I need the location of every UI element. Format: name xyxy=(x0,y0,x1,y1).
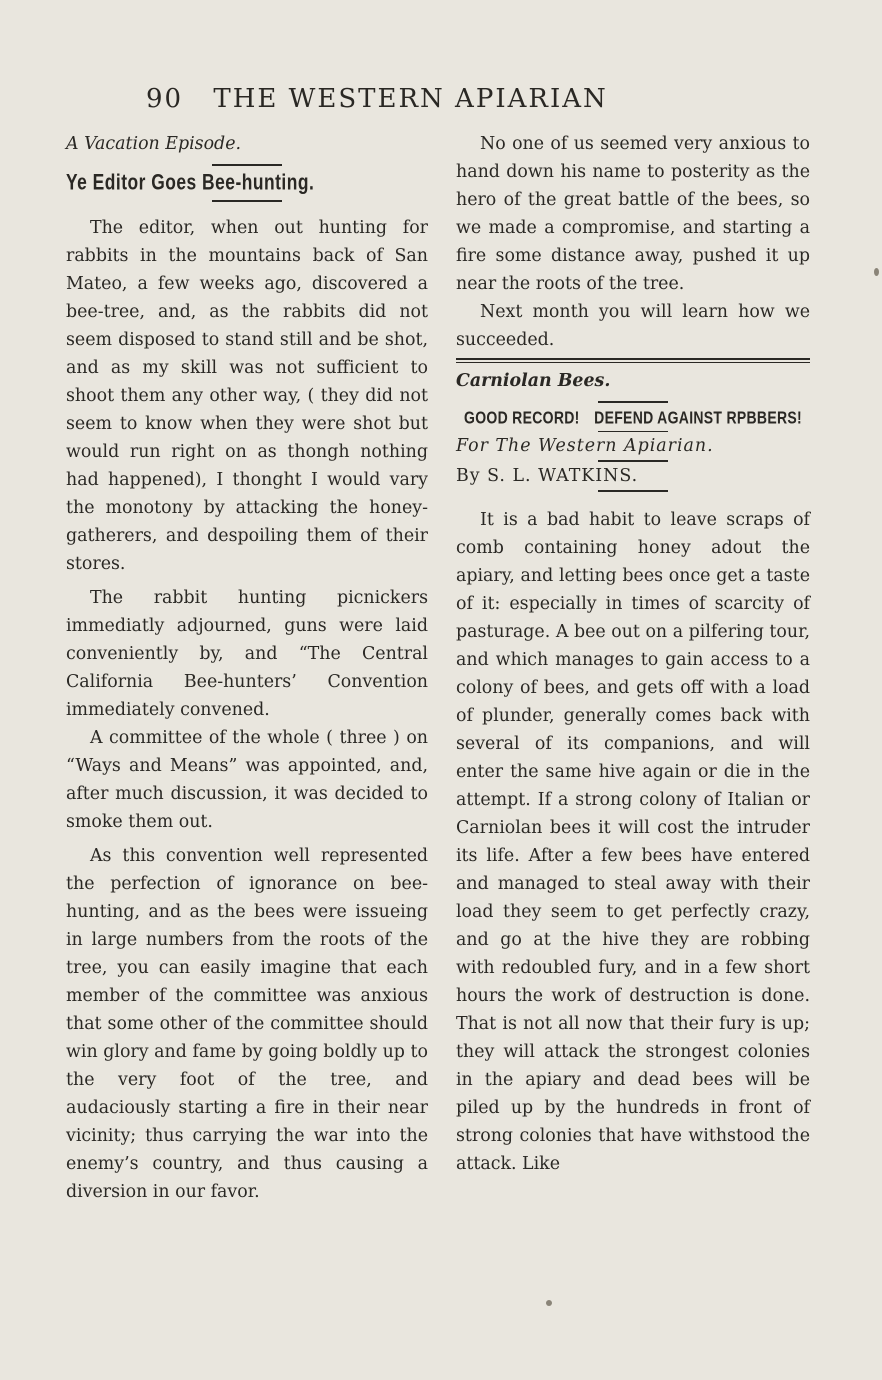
paragraph: The rabbit hunting picnickers immediatly adjourned, guns were laid conveniently by, and “The Central California Bee-hunters’ Convention immediately convened. xyxy=(66,588,428,720)
article-subtitle: Ye Editor Goes Bee-hunting. xyxy=(66,169,315,195)
right-column xyxy=(456,130,810,1178)
left-column xyxy=(66,130,428,1206)
paragraph: The editor, when out hunting for rabbits in the mountains back of San Mateo, a few weeks ago, discovered a bee-tree, and, as the rabbits did not seem disposed to stand still and be shot, and as my skill was not sufficient to shoot them any other way, ( they did not seem to know when they were shot but would run right on as thongh nothing had happened), I thonght I would vary the monotony by attacking the honey-gatherers, and despoiling them of their stores. xyxy=(66,218,428,574)
journal-title: THE WESTERN APIARIAN xyxy=(213,84,608,114)
author-byline: By S. L. WATKINS. xyxy=(456,466,639,486)
paper-speck xyxy=(546,1300,552,1306)
paragraph: No one of us seemed very anxious to hand down his name to posterity as the hero of the great battle of the bees, so we made a compromise, and starting a fire some distance away, pushed it up near the roots of the tree. xyxy=(456,134,810,294)
paragraph: Next month you will learn how we succeeded. xyxy=(456,302,810,350)
article-title-vacation: A Vacation Episode. xyxy=(66,134,242,154)
article-title-carniolan: Carniolan Bees. xyxy=(456,371,611,391)
page-header xyxy=(146,84,608,114)
for-western-apiarian: For The Western Apiarian. xyxy=(456,436,714,456)
record-right: DEFEND AGAINST RPBBERS! xyxy=(594,407,802,427)
paragraph: It is a bad habit to leave scraps of comb containing honey adout the apiary, and letting bees once get a taste of it: especially in times of scarcity of pasturage. A bee out on a pilfering tour, and which manages to gain access to a colony of bees, and gets off with a load of plunder, generally comes back with several of its companions, and will enter the same hive again or die in the attempt. If a strong colony of Italian or Carniolan bees it will cost the intruder its life. After a few bees have entered and managed to steal away with their load they seem to get perfectly crazy, and go at the hive they are robbing with redoubled fury, and in a few short hours the work of destruction is done. That is not all now that their fury is up; they will attack the strongest colonies in the apiary and dead bees will be piled up by the hundreds in front of strong colonies that have withstood the attack. Like xyxy=(456,510,810,1174)
byline-rule xyxy=(598,490,668,492)
section-double-rule-thin xyxy=(456,362,810,363)
paragraph: As this convention well represented the perfection of ignorance on bee-hunting, and as the bees were issueing in large numbers from the roots of the tree, you can easily imagine that each member of the committee was anxious that some other of the committee should win glory and fame by going boldly up to the very foot of the tree, and audaciously starting a fire in their near vicinity; thus carrying the war into the enemy’s country, and thus causing a diversion in our favor. xyxy=(66,846,428,1202)
record-left: GOOD RECORD! xyxy=(464,407,580,427)
paragraph: A committee of the whole ( three ) on “Ways and Means” was appointed, and, after much discussion, it was decided to smoke them out. xyxy=(66,728,428,832)
paper-speck xyxy=(874,268,879,276)
section-double-rule xyxy=(456,358,810,360)
page-number: 90 xyxy=(146,84,184,114)
subtitle-rule xyxy=(212,200,282,202)
record-line xyxy=(456,403,810,431)
